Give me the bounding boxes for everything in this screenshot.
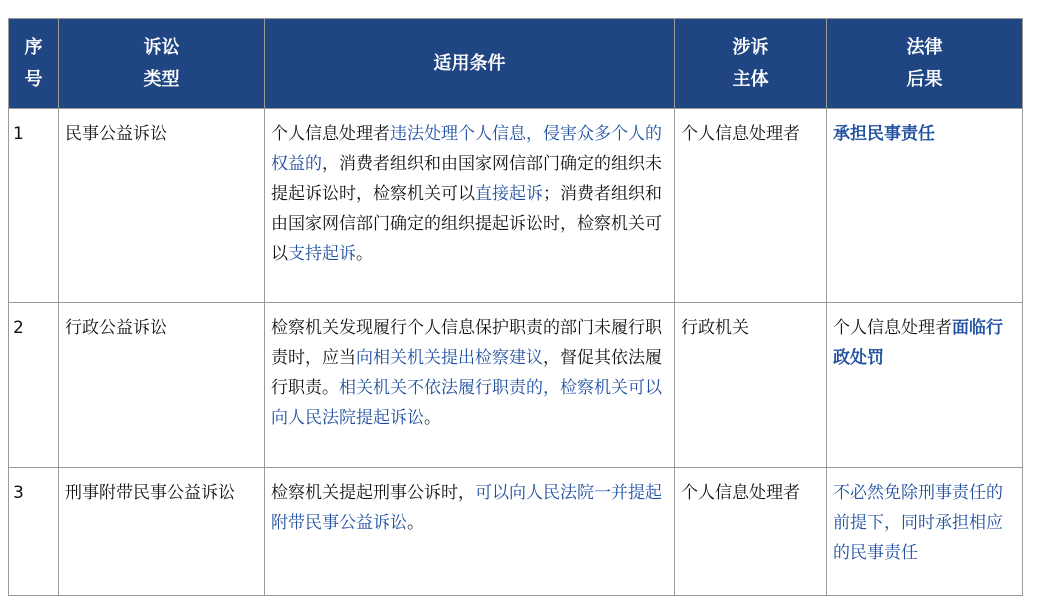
table-row [9,109,1023,303]
row-type: 刑事附带民事公益诉讼 [59,468,265,596]
row-index: 1 [9,109,59,303]
header-litigation-type: 诉讼 类型 [59,19,265,109]
row-type: 行政公益诉讼 [59,303,265,468]
header-row [9,19,1023,109]
litigation-table [8,18,1023,596]
row-consequence: 不必然免除刑事责任的前提下，同时承担相应的民事责任 [827,468,1023,596]
row-conditions: 个人信息处理者违法处理个人信息，侵害众多个人的权益的，消费者组织和由国家网信部门确定的组织未提起诉讼时，检察机关可以直接起诉；消费者组织和由国家网信部门确定的组织提起诉讼时，检察机关可以支持起诉。 [265,109,675,303]
row-index: 2 [9,303,59,468]
header-conditions: 适用条件 [265,19,675,109]
row-consequence: 个人信息处理者面临行政处罚 [827,303,1023,468]
row-type: 民事公益诉讼 [59,109,265,303]
row-conditions: 检察机关提起刑事公诉时，可以向人民法院一并提起附带民事公益诉讼。 [265,468,675,596]
row-subject: 个人信息处理者 [675,109,827,303]
header-index: 序 号 [9,19,59,109]
table-row [9,303,1023,468]
row-subject: 个人信息处理者 [675,468,827,596]
row-index: 3 [9,468,59,596]
table-header [9,19,1023,109]
row-consequence: 承担民事责任 [827,109,1023,303]
header-consequence: 法律 后果 [827,19,1023,109]
header-subject: 涉诉 主体 [675,19,827,109]
row-subject: 行政机关 [675,303,827,468]
row-conditions: 检察机关发现履行个人信息保护职责的部门未履行职责时，应当向相关机关提出检察建议，督促其依法履行职责。相关机关不依法履行职责的，检察机关可以向人民法院提起诉讼。 [265,303,675,468]
table-row [9,468,1023,596]
